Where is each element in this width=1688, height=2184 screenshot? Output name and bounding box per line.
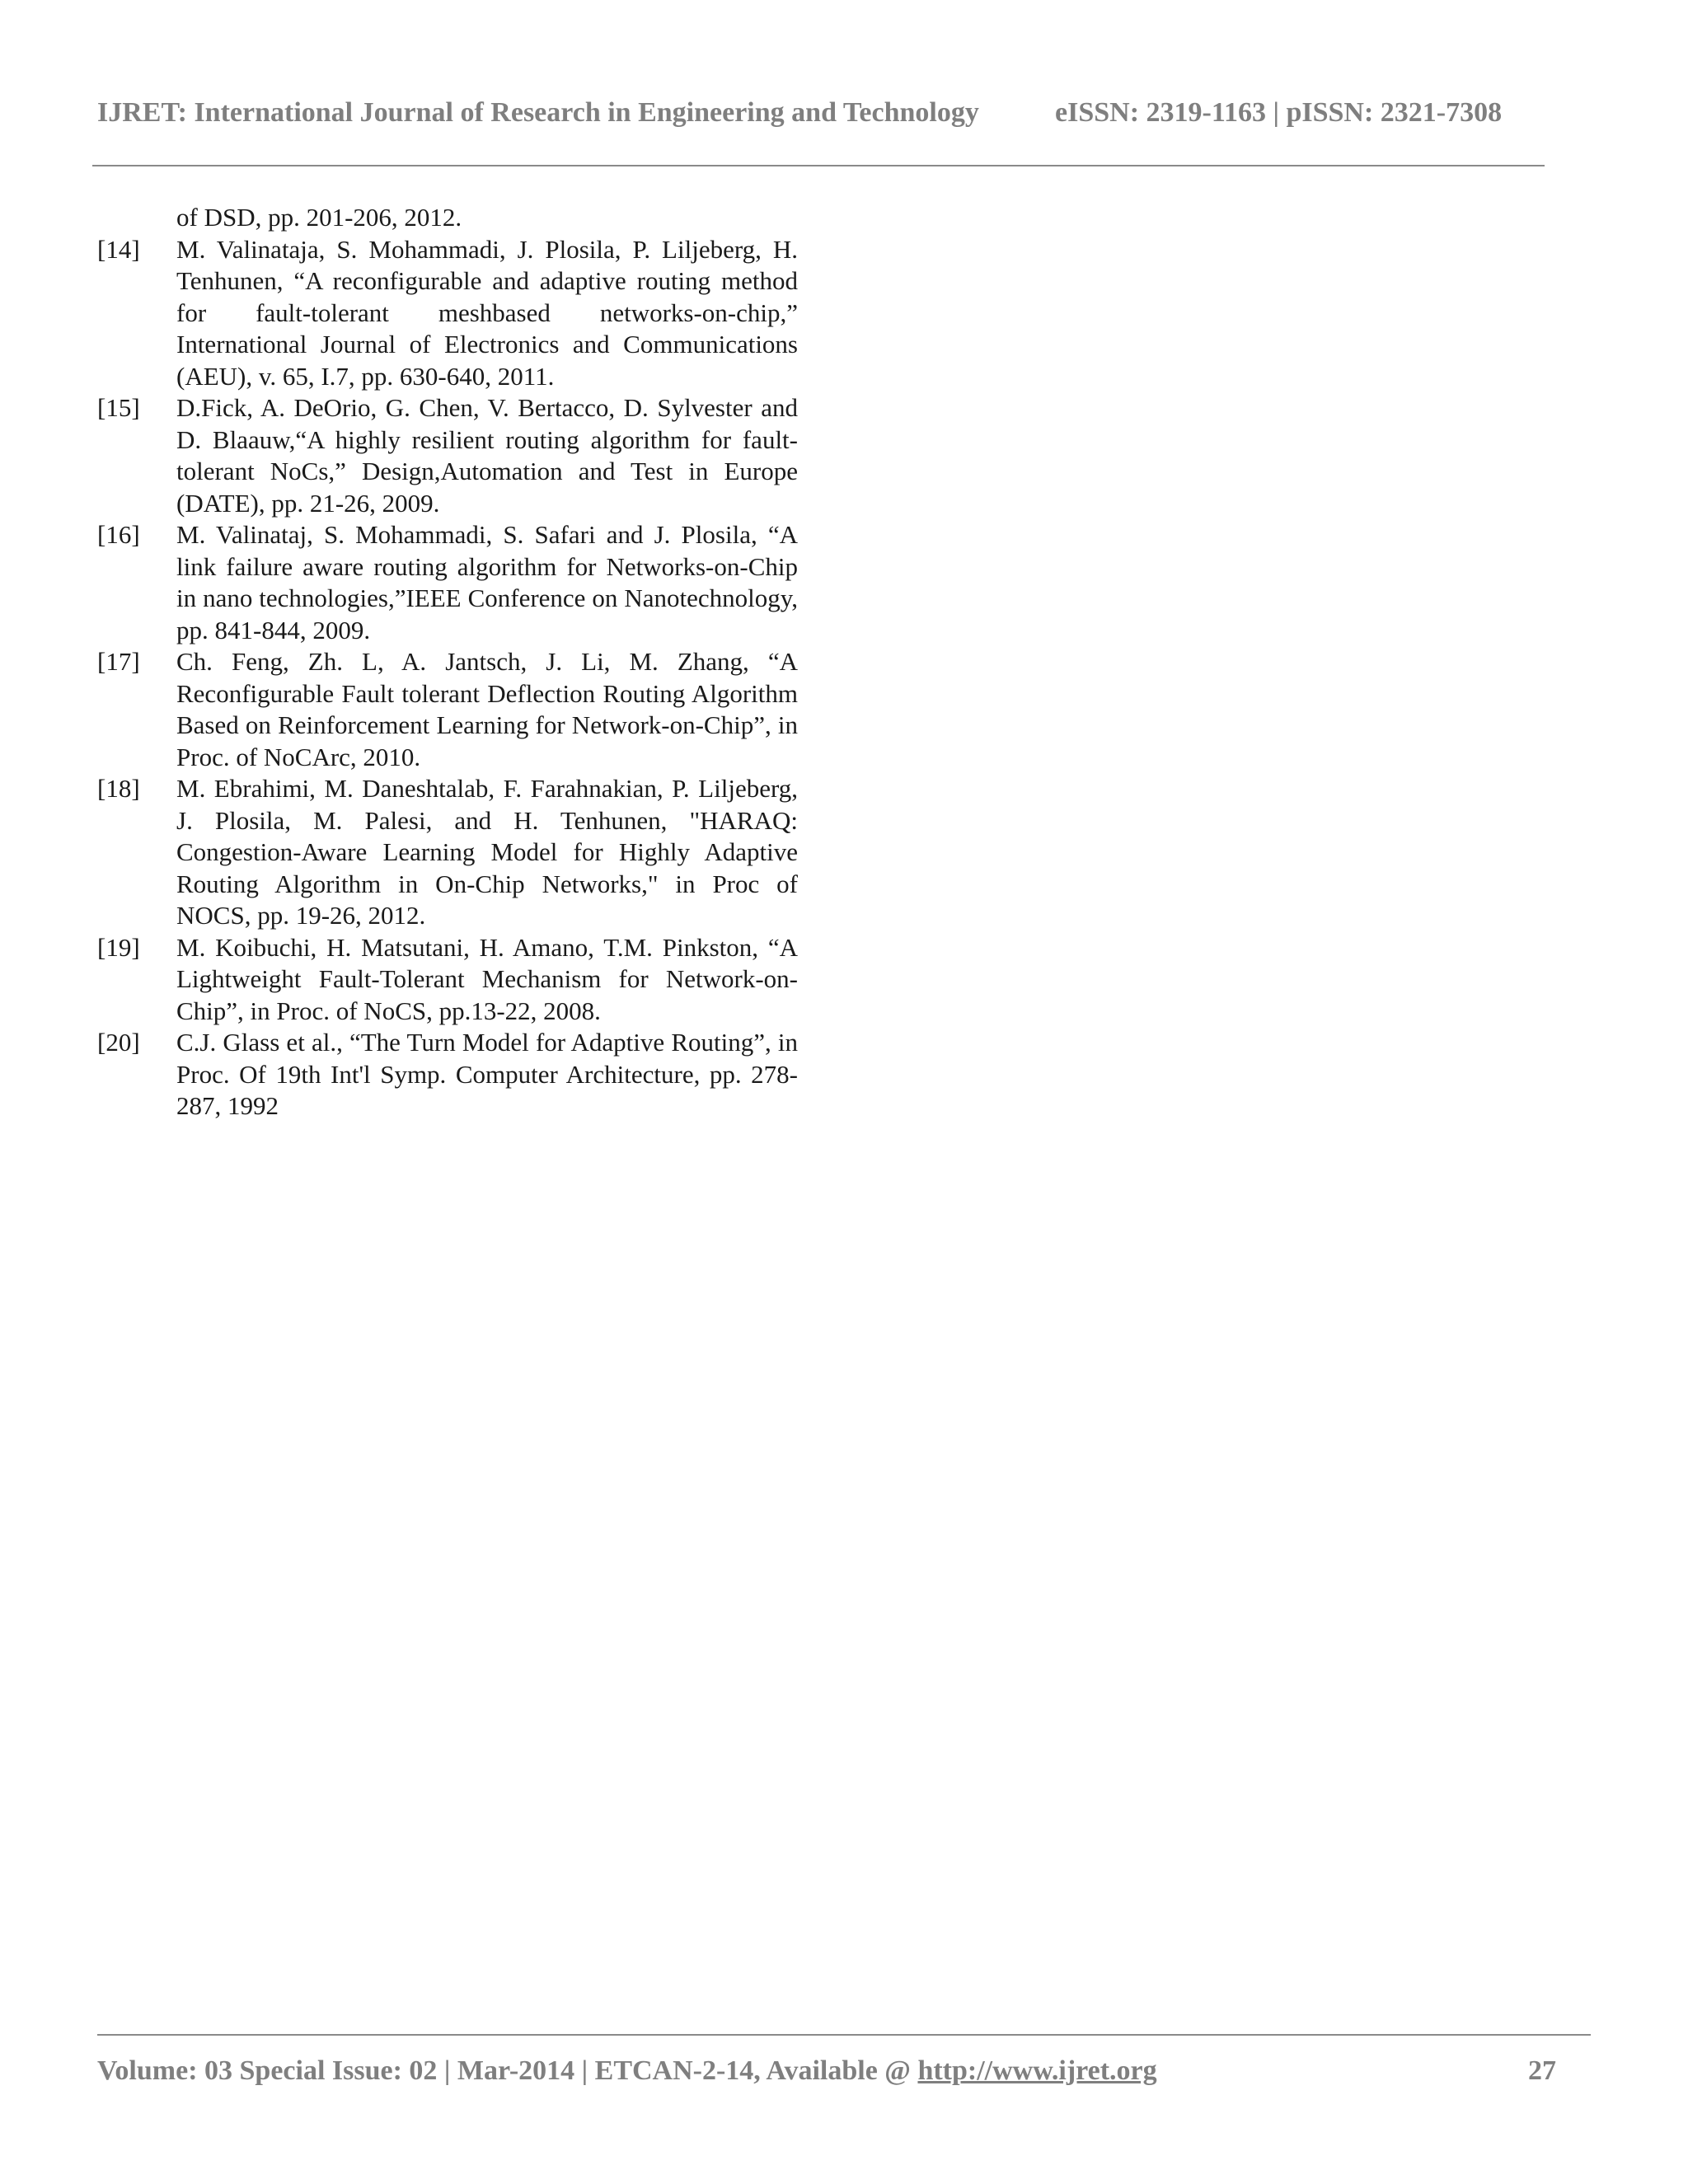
reference-text: D.Fick, A. DeOrio, G. Chen, V. Bertacco, D. Sylvester and D. Blaauw,“A highly resilient routing algorithm for fault-tolerant NoCs,” Design,Automation and Test in Europe (DATE), pp. 21-26, 2009. [176,393,798,518]
reference-text: M. Valinataja, S. Mohammadi, J. Plosila, P. Liljeberg, H. Tenhunen, “A reconfigurable and adaptive routing method for fault-tolerant meshbased networks-on-chip,” International Journal of Electronics and Communications (AEU), v. 65, I.7, pp. 630-640, 2011. [176,234,798,391]
reference-number: [19] [97,932,140,962]
page-number: 27 [1528,2055,1556,2086]
footer-divider [97,2034,1591,2036]
journal-title: IJRET: International Journal of Research in Engineering and Technology [97,97,979,128]
reference-continuation: of DSD, pp. 201-206, 2012. [176,203,462,232]
reference-item [97,1027,798,1122]
reference-list [97,202,798,1122]
reference-number: [20] [97,1028,140,1057]
reference-number: [18] [97,774,140,803]
footer-volume-info: Volume: 03 Special Issue: 02 | Mar-2014 | ETCAN-2-14, Available @ [97,2055,918,2086]
reference-item [97,234,798,393]
reference-number: [16] [97,520,140,549]
header-divider [92,165,1545,166]
reference-text: C.J. Glass et al., “The Turn Model for Adaptive Routing”, in Proc. Of 19th Int'l Symp. Computer Architecture, pp. 278-287, 1992 [176,1028,798,1120]
running-footer [97,2055,1556,2087]
reference-text: M. Ebrahimi, M. Daneshtalab, F. Farahnakian, P. Liljeberg, J. Plosila, M. Palesi, and H. Tenhunen, "HARAQ: Congestion-Aware Learning Model for Highly Adaptive Routing Algorithm in On-Chip Networks," in Proc of NOCS, pp. 19-26, 2012. [176,774,798,930]
reference-item [97,392,798,519]
reference-item [97,773,798,932]
reference-number: [15] [97,393,140,422]
reference-number: [14] [97,234,140,264]
reference-item [97,932,798,1028]
issn-numbers: eISSN: 2319-1163 | pISSN: 2321-7308 [1055,97,1503,128]
reference-item [97,519,798,646]
reference-text: M. Valinataj, S. Mohammadi, S. Safari and J. Plosila, “A link failure aware routing algorithm for Networks-on-Chip in nano technologies,”IEEE Conference on Nanotechnology, pp. 841-844, 2009. [176,520,798,644]
reference-item [97,646,798,773]
reference-number: [17] [97,647,140,676]
reference-text: Ch. Feng, Zh. L, A. Jantsch, J. Li, M. Zhang, “A Reconfigurable Fault tolerant Deflection Routing Algorithm Based on Reinforcement Learning for Network-on-Chip”, in Proc. of NoCArc, 2010. [176,647,798,771]
reference-text: M. Koibuchi, H. Matsutani, H. Amano, T.M. Pinkston, “A Lightweight Fault-Tolerant Mechanism for Network-on-Chip”, in Proc. of NoCS, pp.13-22, 2008. [176,932,798,1025]
journal-website-link[interactable]: http://www.ijret.org [917,2055,1157,2086]
